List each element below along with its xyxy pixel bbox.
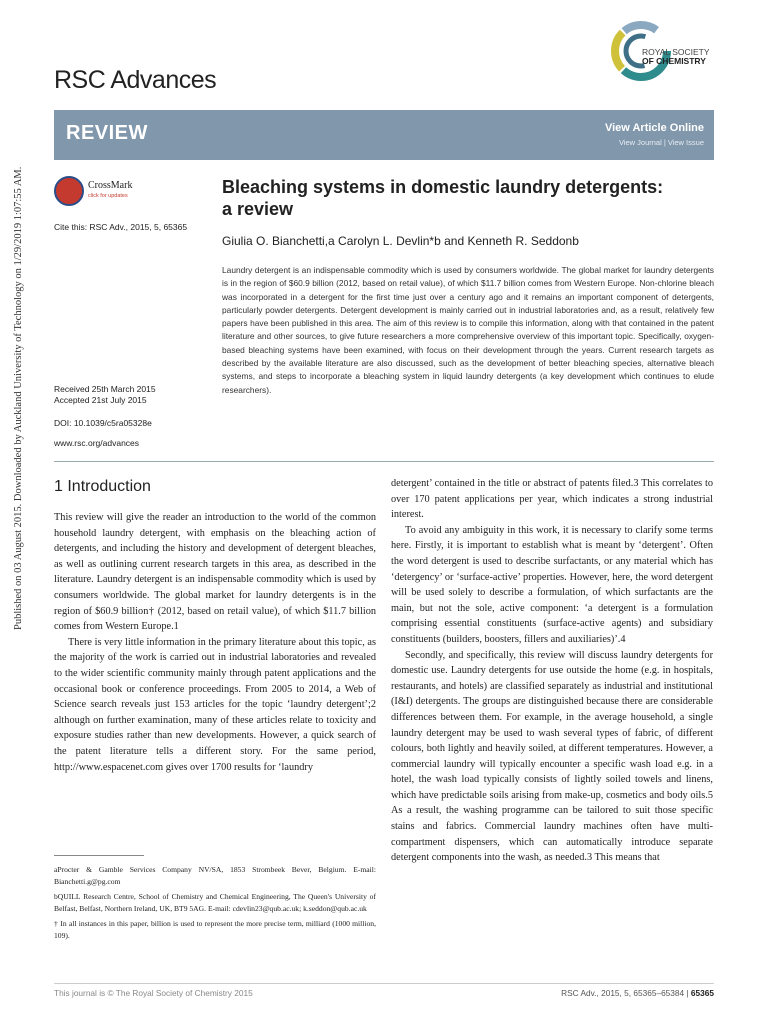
paragraph: There is very little information in the primary literature about this topic, as the majority of the work is carried out in industrial laboratories and revealed to the wider scientific community mainly through patent applications and the occasional book or conference proceedings. From 2005 to 2014, a Web of Science search reveals just 153 articles for the topic ‘laundry detergent’;2 although on further examination, many of these articles relate to toxicity and exposure studies rather than new developments. However, a quick search of the patent literature tells a different story. For the same period, http://www.espacenet.com gives over 1700 results for ‘laundry: [54, 636, 376, 773]
article-title: [222, 176, 722, 220]
body-column-right: [391, 476, 713, 866]
crossmark-badge[interactable]: [54, 176, 144, 206]
footnotes: [54, 864, 376, 944]
download-note-text: Published on 03 August 2015. Downloaded by Auckland University of Technology on 1/29/2019 1:07:55 AM.: [13, 166, 24, 630]
journal-name[interactable]: RSC Advances: [54, 66, 217, 94]
footer-divider: [54, 983, 714, 984]
footnote-affiliation-b: bQUILL Research Centre, School of Chemistry and Chemical Engineering, The Queen's University of Belfast, Belfast, Northern Ireland, UK, BT9 5AG. E-mail: cdevlin23@qub.ac.uk; k.seddon@qub.ac.uk: [54, 891, 376, 914]
view-journal-issue-links[interactable]: View Journal | View Issue: [618, 138, 704, 147]
publisher-line1: ROYAL SOCIETY: [642, 47, 710, 57]
rsc-logo[interactable]: [610, 20, 720, 90]
paragraph: detergent’ contained in the title or abstract of patents filed.3 This correlates to over 170 patent applications per year, which indicates a strong industrial interest.: [391, 478, 713, 521]
page-number: 65365: [690, 988, 714, 998]
footnote-dagger: † In all instances in this paper, billion is used to represent the more precise term, milliard (1000 million, 109).: [54, 918, 376, 941]
paragraph: This review will give the reader an introduction to the world of the common household laundry detergent, with emphasis on the bleaching action of detergents, and including the history and development of detergent bleaches, as well as outlining current research targets in this area, as described in the literature. Laundry detergent is an indispensable commodity which is used by consumers worldwide. The global market for laundry detergents is in the region of $60.9 billion† (2012, based on retail value), of which $11.7 billion comes from Western Europe.1: [54, 512, 376, 633]
accepted-date: Accepted 21st July 2015: [54, 395, 147, 405]
footnote-affiliation-a: aProcter & Gamble Services Company NV/SA, 1853 Strombeek Bever, Belgium. E-mail: Bianchetti.g@pg.com: [54, 865, 376, 887]
section-heading: 1 Introduction: [54, 478, 151, 495]
publisher-line2: OF CHEMISTRY: [642, 56, 706, 66]
title-line-2: a review: [222, 199, 294, 219]
cite-this: Cite this: RSC Adv., 2015, 5, 65365: [54, 222, 188, 232]
crossmark-sub: click for updates: [88, 193, 128, 199]
footer-copyright: This journal is © The Royal Society of Chemistry 2015: [54, 988, 253, 998]
paragraph: To avoid any ambiguity in this work, it is necessary to clarify some terms here. Firstly, it is important to establish what is meant by ‘detergent’. Often the word detergent is used to describe surfactants, or any material which has ‘detergency’ or ‘surface-active’ properties. However, here, the word detergent will be used solely to describe a formulation, of which surfactants are the main, but not the sole, active component: ‘a detergent is a formulation comprising essential constituents (surface-active agents) and subsidiary constituents (builders, boosters, fillers and auxiliaries)’.4: [391, 524, 713, 645]
footer-citation: [561, 988, 714, 998]
rsc-logo-text: [642, 48, 710, 66]
view-article-online-link[interactable]: View Article Online: [604, 122, 704, 134]
footer-cite: RSC Adv., 2015, 5, 65365–65384 |: [561, 988, 689, 998]
divider: [54, 461, 714, 462]
journal-website-link[interactable]: www.rsc.org/advances: [54, 438, 140, 448]
review-band: [54, 110, 714, 160]
review-label: REVIEW: [66, 122, 148, 144]
footnote-divider: [54, 855, 144, 856]
body-column-left: [54, 510, 376, 775]
crossmark-label: CrossMark: [88, 180, 133, 191]
abstract: Laundry detergent is an indispensable commodity which is used by consumers worldwide. The global market for laundry detergents is in the region of $60.9 billion (2012, based on retail value), of which $11.7 billion comes from Western Europe. Non-chlorine bleach was incorporated in a detergent for the first time just over a century ago and it remains an important component of detergents, particularly powder detergents. Detergent development is mainly carried out in industrial laboratories and, as a result, relatively few papers have been published in this area. The aim of this review is to compile this information, along with that contained in the patent literature and other sources, to give future researchers a more comprehensive overview of this important topic. Specifically, oxygen-based bleaching systems have been examined, with focus on their development through the years. Current research targets as described by the available literature are also discussed, such as the development of better bleaching species, alternative bleach systems, and steps to incorporate a bleaching system in liquid laundry detergents (a key development which continues to elude researchers).: [222, 265, 714, 395]
received-date: Received 25th March 2015: [54, 384, 156, 394]
authors: Giulia O. Bianchetti,a Carolyn L. Devlin*b and Kenneth R. Seddonb: [222, 234, 579, 248]
doi[interactable]: DOI: 10.1039/c5ra05328e: [54, 418, 152, 428]
download-note: [6, 160, 24, 630]
title-line-1: Bleaching systems in domestic laundry detergents:: [222, 177, 664, 197]
paragraph: Secondly, and specifically, this review will discuss laundry detergents for domestic use. Laundry detergents for use outside the home (e.g. in hospitals, restaurants, and hotels) are classified separately as industrial and institutional (I&I) detergents. The groups are distinguished because there are considerable differences between them. For example, in the average household, a single laundry detergent may be used to wash several types of fabric, of different colours, both lightly and heavily soiled, at different temperatures. However, a commercial laundry will typically encounter a specific wash load e.g. in a hotel, the wash load typically consists of lightly soiled towels and linens, which have predictable soils arising from make-up, cosmetics and body oils.5 As a result, the washing programme can be tailored to suit those specific stains and fabrics. Commercial laundry machines often have multi-compartment dispensers, which can automatically introduce separate detergent components into the wash, as needed.3 This means that: [391, 649, 713, 864]
crossmark-icon: [54, 176, 84, 206]
